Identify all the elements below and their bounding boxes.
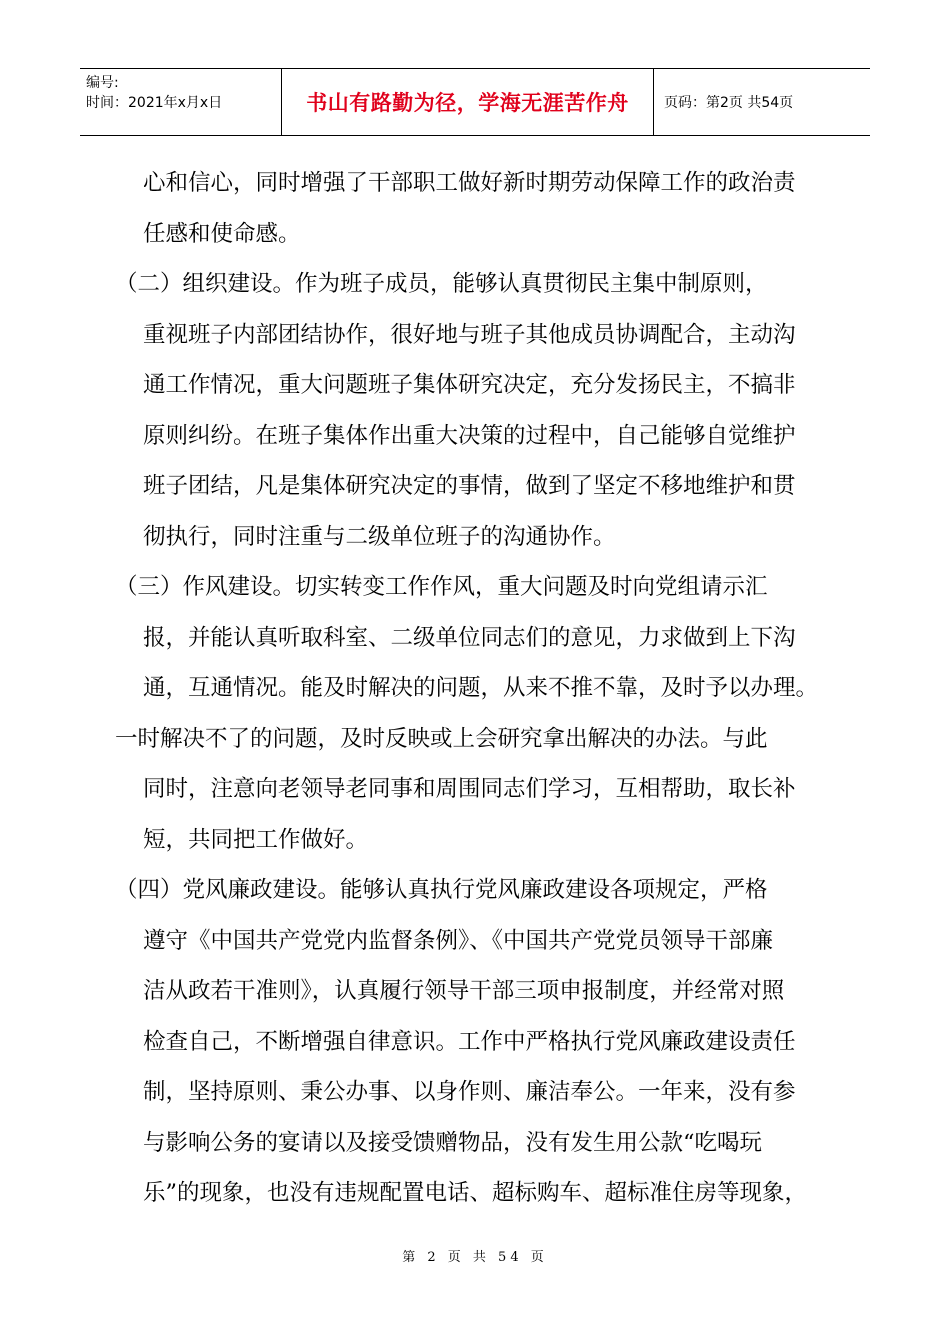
body-line: 乐”的现象，也没有违规配置电话、超标购车、超标准住房等现象， <box>143 1180 808 1206</box>
body-line: 重视班子内部团结协作，很好地与班子其他成员协调配合，主动沟 <box>143 321 796 348</box>
header-motto-cell <box>282 69 654 135</box>
date-line: 时间：2021年x月x日 <box>86 95 223 111</box>
body-line: 通工作情况，重大问题班子集体研究决定，充分发扬民主，不搞非 <box>143 372 796 398</box>
motto: 书山有路勤为径，学海无涯苦作舟 <box>306 91 629 115</box>
body-line: 制，坚持原则、秉公办事、以身作则、廉洁奉公。一年来，没有参 <box>143 1079 796 1105</box>
page-header <box>80 68 870 136</box>
header-meta <box>80 69 282 135</box>
document-body <box>115 158 823 1219</box>
body-line: 班子团结，凡是集体研究决定的事情，做到了坚定不移地维护和贯 <box>143 473 796 499</box>
body-line: 遵守《中国共产党党内监督条例》、《中国共产党党员领导干部廉 <box>143 927 774 954</box>
body-line: （三）作风建设。切实转变工作作风，重大问题及时向党组请示汇 <box>115 574 768 600</box>
body-line: 心和信心，同时增强了干部职工做好新时期劳动保障工作的政治责 <box>143 170 796 196</box>
body-line: （二）组织建设。作为班子成员，能够认真贯彻民主集中制原则， <box>115 271 768 297</box>
number-label: 编号: <box>86 75 119 91</box>
page-footer <box>0 1246 950 1265</box>
header-page-info-cell <box>654 69 870 135</box>
body-line: 同时，注意向老领导老同事和周围同志们学习，互相帮助，取长补 <box>143 776 796 802</box>
body-line: 通，互通情况。能及时解决的问题，从来不推不靠，及时予以办理。 <box>143 675 819 701</box>
body-line: 检查自己，不断增强自律意识。工作中严格执行党风廉政建设责任 <box>143 1028 796 1055</box>
page-info: 页码：第2页 共54页 <box>664 95 794 111</box>
footer-page-number: 第 2 页 共 54 页 <box>402 1250 548 1265</box>
body-line: 原则纠纷。在班子集体作出重大决策的过程中，自己能够自觉维护 <box>143 422 796 449</box>
body-line: 与影响公务的宴请以及接受馈赠物品，没有发生用公款“吃喝玩 <box>143 1129 763 1156</box>
body-line: 彻执行，同时注重与二级单位班子的沟通协作。 <box>143 523 616 550</box>
body-line: 短，共同把工作做好。 <box>143 826 369 853</box>
body-line: 任感和使命感。 <box>143 220 301 247</box>
body-line: 洁从政若干准则》，认真履行领导干部三项申报制度，并经常对照 <box>143 978 785 1004</box>
body-line: 报，并能认真听取科室、二级单位同志们的意见，力求做到上下沟 <box>143 624 796 651</box>
body-line: 一时解决不了的问题，及时反映或上会研究拿出解决的办法。与此 <box>115 725 768 752</box>
body-line: （四）党风廉政建设。能够认真执行党风廉政建设各项规定，严格 <box>115 877 768 903</box>
